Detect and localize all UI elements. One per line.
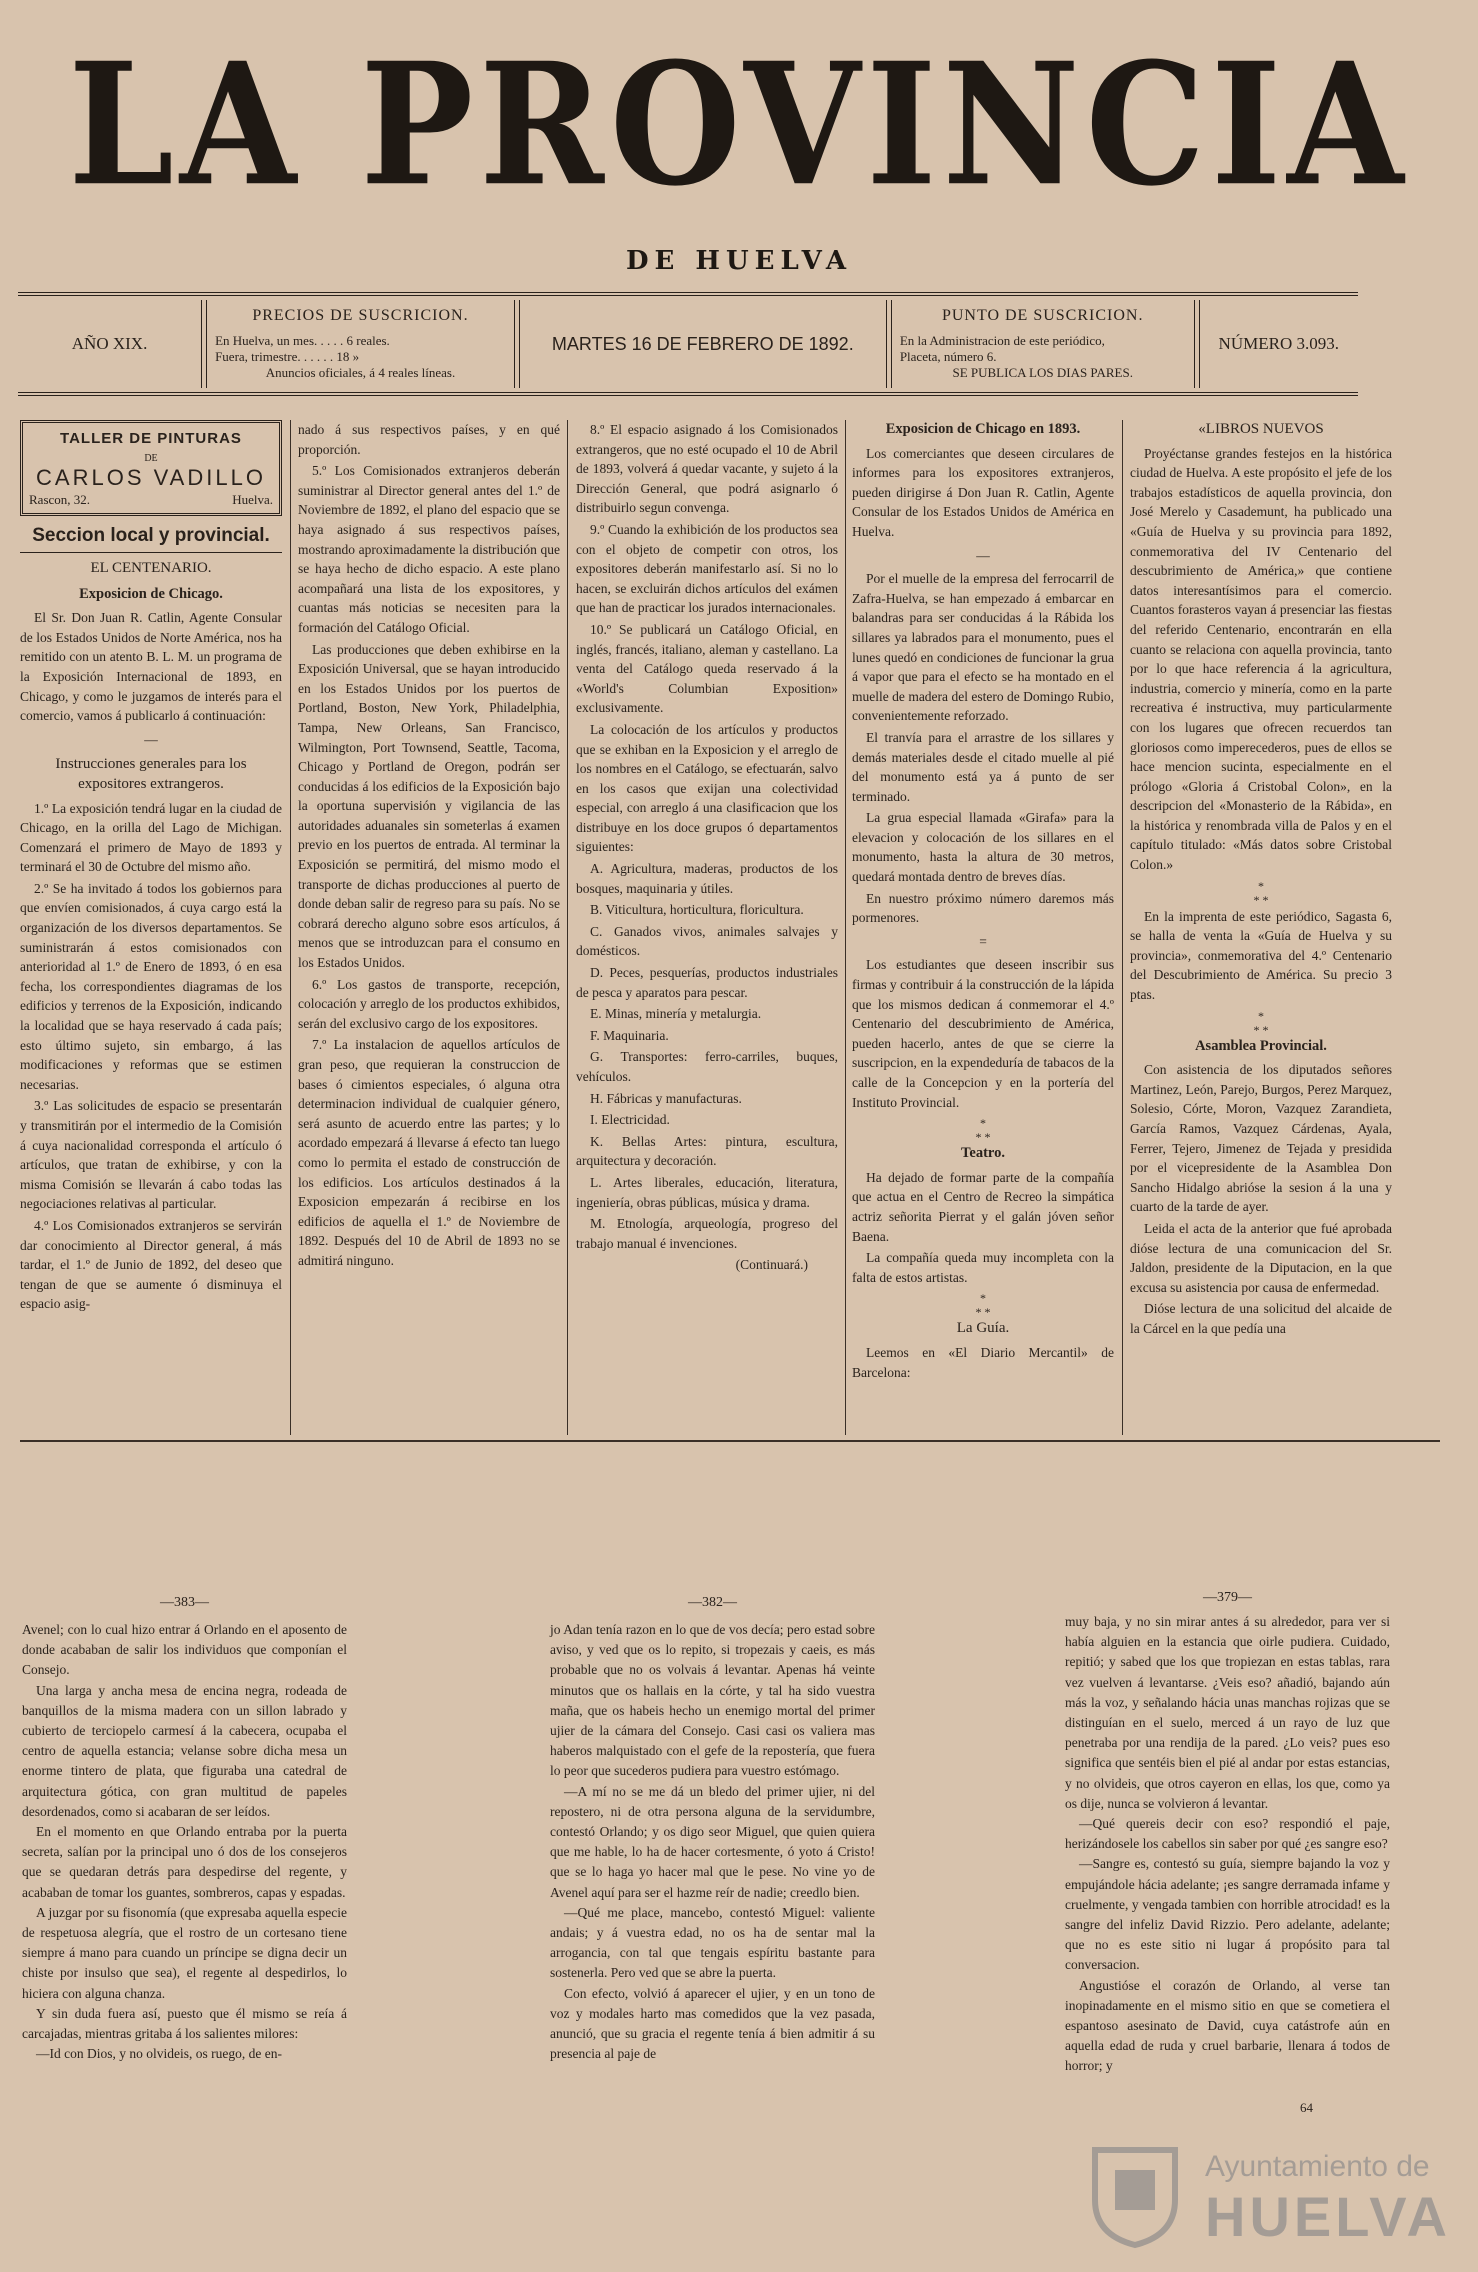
prices-cell — [207, 296, 514, 392]
section-title: Seccion local y provincial. — [20, 526, 282, 553]
article-title: Exposicion de Chicago en 1893. — [885, 421, 1081, 437]
paragraph: Angustióse el corazón de Orlando, al verse tan inopinadamente en el mismo sitio en que se cometiera el espantoso asesinato de David, cuya catástrofe aún en aquella edad de ruda y cruel barbarie, llenara á todos de horror; y — [1065, 1977, 1390, 2074]
paragraph: 3.º Las solicitudes de espacio se presentarán y transmitirán por el intermedio de la Comisión á cuya nacionalidad corresponda el artículo ó artículos, que tratan de exhibirse, y con la misma Comisión se llevarán á cabo todas las negociaciones relativas al particular. — [20, 1098, 282, 1212]
paragraph: En la imprenta de este periódico, Sagasta 6, se halla de venta la «Guía de Huelva y su provincia», conmemorativa del 4.º Centenario del Descubrimiento de América. Su precio 3 ptas. — [1130, 908, 1392, 1003]
list-item: E. Minas, minería y metalurgia. — [590, 1006, 762, 1022]
list-item: G. Transportes: ferro-carriles, buques, vehículos. — [576, 1049, 838, 1084]
paragraph: En nuestro próximo número daremos más pormenores. — [852, 890, 1114, 926]
issue-date: MARTES 16 DE FEBRERO DE 1892. — [551, 333, 854, 354]
column-1 — [20, 420, 282, 1316]
price-line: En Huelva, un mes. . . . . 6 reales. — [215, 333, 390, 348]
subscription-line: En la Administracion de este periódico, — [899, 333, 1105, 348]
paragraph: La compañía queda muy incompleta con la falta de estos artistas. — [852, 1250, 1114, 1285]
paragraph: Leemos en «El Diario Mercantil» de Barcelona: — [852, 1344, 1114, 1380]
newspaper-subtitle: DE HUELVA — [626, 246, 852, 276]
continued-note: (Continuará.) — [735, 1257, 808, 1273]
asterism: * * * — [975, 1116, 991, 1145]
paragraph: —Id con Dios, y no olvideis, os ruego, de en- — [36, 2046, 282, 2062]
list-item: C. Ganados vivos, animales salvajes y domésticos. — [576, 923, 838, 959]
paragraph: jo Adan tenía razon en lo que de vos decía; pero estad sobre aviso, y ved que os lo repito, si tropezais y caeis, es más probable que no os volvais á levantar. Apenas há veinte minutos que os hallais en la córte, y tal ha sido vuestra maña, que os habeis hecho un enemigo mortal del primer ujier de la cámara del Consejo. Casi casi os valiera mas haberos malquistado con el gefe de la repostería, que fuera lo peor que sucederos pudiera para vuestro estómago. — [550, 1622, 875, 1779]
paragraph: Avenel; con lo cual hizo entrar á Orlando en el aposento de donde acababan de salir los individuos que componían el Consejo. — [22, 1622, 347, 1678]
ad-address-row — [29, 490, 273, 510]
list-item: F. Maquinaria. — [590, 1027, 669, 1043]
paragraph: Proyéctanse grandes festejos en la histórica ciudad de Huelva. A este propósito el jefe de los trabajos estadísticos de aquella provincia, don José Merelo y Casademunt, ha publicado una «Guía de Huelva y su provincia para 1892, conmemorativa del IV Centenario del descubrimiento de América,» que contiene datos interesantísimos para el comercio. Cuantos forasteros vayan á presenciar las fiestas del referido Centenario, encontrarán en ella cuanto se relaciona con aquella provincia, tanto por lo que hace referencia á la agricultura, industria, comercio y minería, como en la parte recreativa é instructiva, muy particularmente con los lugares que ofrecen recuerdos tan gloriosos como imperecederos, pues de ellos se hace mencion sucinta, especialmente en el prólogo «Gloria á Cristobal Colon», en la descripcion del «Monasterio de la Rábida», en la histórica y renombrada villa de Palos y en el capítulo titulado: «Más datos sobre Cristobal Colon.» — [1130, 445, 1392, 873]
paragraph: Leida el acta de la anterior que fué aprobada dióse lectura de una comunicacion del Sr. Jaldon, presidente de la Diputacion, en la que excusa su asistencia por causa de enfermedad. — [1130, 1220, 1392, 1295]
separator: — — [144, 731, 158, 747]
paragraph: La grua especial llamada «Girafa» para la elevacion y colocación de los sillares en el monumento, hasta la altura de 30 metros, quedará montada dentro de breves días. — [852, 810, 1114, 885]
year-label: AÑO XIX. — [71, 334, 148, 353]
list-item: D. Peces, pesquerías, productos industriales de pesca y aparatos para pescar. — [576, 965, 838, 1000]
column-rule — [845, 420, 846, 1435]
paragraph: La colocación de los artículos y productos que se exhiban en la Exposicion y el arreglo de los nombres en el Catálogo, se efectuarán, salvo en los casos que exijan una colectividad especial, con arreglo á una clasificacion que los distribuye en los doce grupos ó departamentos siguientes: — [576, 721, 838, 855]
paragraph: Con asistencia de los diputados señores Martinez, León, Parejo, Burgos, Perez Marquez, Solesio, Córte, Moron, Vazquez Zarandieta, García Ramos, Vazquez Cárdenas, Ayala, Ferrer, Tejero, Jimenez de Tejada y presidida por el vicepresidente de la Asamblea Don Sancho Hidalgo abrióse la sesion á la una y cuarto de la tarde de ayer. — [1130, 1062, 1392, 1215]
paragraph: Las producciones que deben exhibirse en la Exposición Universal, que se hayan introducido en los Estados Unidos por los puertos de Portland, Boston, New York, Philadelphia, Tampa, New Orleans, San Francisco, Wilmington, Port Townsend, Seattle, Tacoma, Chicago y Portland de Oregon, podrán ser conducidas á los edificios de la Exposición bajo la oportuna supervisión y vigilancia de las autoridades aduanales sin someterlas á examen previo en los puertos de entrada. Al terminar la Exposición se permitirá, del mismo modo el transporte de dichas producciones al puerto de donde deban salir de regreso para su país. No se cobrará derecho alguno sobre esos artículos, á menos que se introduzcan para el consumo en los Estados Unidos. — [298, 641, 560, 971]
issue-number-cell — [1200, 296, 1358, 392]
advertisement-box — [20, 420, 282, 516]
info-bar — [18, 292, 1358, 396]
paragraph: 1.º La exposición tendrá lugar en la ciudad de Chicago, en la orilla del Lago de Michigan. Comenzará el primero de Mayo de 1893 y terminará el 30 de Octubre del mismo año. — [20, 800, 282, 875]
ad-address: Rascon, 32. — [29, 491, 91, 507]
paragraph: Y sin duda fuera así, puesto que él mismo se reía á carcajadas, mientras gritaba á los salientes milores: — [22, 2005, 347, 2042]
article-title: EL CENTENARIO. — [90, 559, 212, 576]
ad-de: DE — [144, 452, 158, 464]
column-rule — [1122, 420, 1123, 1435]
paragraph: 5.º Los Comisionados extranjeros deberán suministrar al Director general antes del 1.º de Noviembre de 1892, el plano del espacio que se haya asignado á sus respectivos países, mostrando aproximadamente la distribución que se haya hecho de dicho espacio. A este plano acompañará una lista de los expositores, y cuantas más noticias se necesiten para la formación del Catálogo Oficial. — [298, 463, 560, 635]
paragraph: En el momento en que Orlando entraba por la puerta secreta, salían por la principal uno ó dos de los consejeros que se quedaran detrás para despedirse del regente, y acababan de tomar los guantes, sombreros, capas y espadas. — [22, 1824, 347, 1900]
folletin-column-middle — [550, 1620, 875, 2064]
paragraph: 10.º Se publicará un Catálogo Oficial, en inglés, francés, italiano, aleman y castellano. La venta del Catálogo queda reservado á la «World's Columbian Exposition» exclusivamente. — [576, 621, 838, 716]
price-line: Anuncios oficiales, á 4 reales líneas. — [265, 365, 456, 380]
coat-of-arms-icon — [1080, 2140, 1190, 2250]
subscription-line: Placeta, número 6. — [899, 349, 997, 364]
date-cell — [520, 296, 886, 392]
paragraph: Ha dejado de formar parte de la compañía que actua en el Centro de Recreo la simpática actriz señorita Pierrat y el galán jóven señor Baena. — [852, 1169, 1114, 1244]
subscription-point-title: PUNTO DE SUSCRICION. — [941, 307, 1144, 324]
paragraph: Dióse lectura de una solicitud del alcaide de la Cárcel en la que pedía una — [1130, 1301, 1392, 1336]
article-title: Teatro. — [961, 1145, 1005, 1162]
newspaper-title: LA PROVINCIA — [68, 26, 1410, 224]
asterism: * * * — [1253, 1008, 1269, 1037]
paragraph: 8.º El espacio asignado á los Comisionados extrangeros, que no esté ocupado el 10 de Abril de 1893, volverá á quedar vacante, y sujeto á la Dirección General, que podrá asignarlo ó distribuirlo segun convenga. — [576, 422, 838, 516]
paragraph: Con efecto, volvió á aparecer el ujier, y en un tono de voz y modales harto mas comedidos que la vez pasada, anunció, que su gracia el regente tenía á bien admitir á su presencia al paje de — [550, 1985, 875, 2062]
paragraph: 2.º Se ha invitado á todos los gobiernos para que envíen comisionados, á cuya cargo está la organización de los diversos departamentos. Se suministrarán á estos comisionados con anterioridad al 1.º de Enero de 1893, ó en esa fecha, los correspondientes diagramas de los edificios y terrenos de la Exposición, indicando la localidad que se haya reservado á cada país; esto último sujeto, sin embargo, á las modificaciones y reformas que se estimen necesarias. — [20, 880, 282, 1092]
ad-heading: TALLER DE PINTURAS — [60, 430, 242, 447]
price-line: Fuera, trimestre. . . . . . 18 » — [215, 349, 360, 364]
paragraph: Por el muelle de la empresa del ferrocarril de Zafra-Huelva, se han empezado á embarcar en balandras para ser conducidas á la Rábida los sillares ya labrados para el monumento, pues el lunes quedó en condiciones de funcionar la grua á vapor que para el efecto se ha montado en el muelle de madera del estero de Domingo Rubio, convenientemente reforzado. — [852, 571, 1114, 724]
column-rule — [567, 420, 568, 1435]
folletin-page-number: —379— — [1203, 1590, 1252, 1605]
sheet-number: 64 — [1300, 2100, 1313, 2115]
paragraph: 7.º La instalacion de aquellos artículos de gran peso, que requieran la construccion de bases ó cimientos especiales, ó alguna otra determinacion individual de cualquier género, será asunto de acuerdo entre las partes; y lo acordado empezará á llevarse á efecto tan luego como lo permita el estado de construcción de los edificios. Los artículos destinados á la Exposicion empezarán á recibirse en los edificios de aquella el 1.º de Noviembre de 1892. Después del 10 de Abril de 1893 no se admitirá ninguno. — [298, 1037, 560, 1268]
article-title: «LIBROS NUEVOS — [1198, 421, 1324, 437]
archive-watermark — [1080, 2140, 1450, 2250]
article-subtitle: Instrucciones generales para los expositores extrangeros. — [55, 756, 247, 792]
separator: = — [979, 933, 987, 949]
folletin-page-number: —382— — [688, 1595, 737, 1610]
issue-number: NÚMERO 3.093. — [1218, 334, 1339, 353]
paragraph: —Sangre es, contestó su guía, siempre bajando la voz y empujándole hácia adelante; ¡es sangre derramada infame y cruelmente, y vengada tambien con horrible atrocidad! es la sangre del infeliz David Rizzio. Pero adelante, adelante; que no es este sitio ni lugar á propósito para tal conversacion. — [1065, 1856, 1390, 1973]
prices-title: PRECIOS DE SUSCRICION. — [252, 307, 469, 324]
folletin-page-number: —383— — [160, 1595, 209, 1610]
paragraph: El Sr. Don Juan R. Catlin, Agente Consular de los Estados Unidos de Norte América, nos ha remitido con un atento B. L. M. un programa de la Exposición Internacional de 1893, en Chicago, y como le juzgamos de interés para el comercio, vamos á publicarlo á continuación: — [20, 610, 282, 724]
page-divider — [20, 1440, 1440, 1442]
list-item: I. Electricidad. — [590, 1112, 670, 1128]
list-item: H. Fábricas y manufacturas. — [590, 1090, 742, 1106]
column-5 — [1130, 420, 1392, 1341]
asterism: * * * — [975, 1291, 991, 1320]
paragraph: nado á sus respectivos países, y en qué proporción. — [298, 422, 560, 457]
paragraph: muy baja, y no sin mirar antes á su alrededor, para ver si había alguien en la estancia que oirle pudiera. Cuidado, repitió; y sabed que los que tropiezan en estas tablas, rara vez vuelven á levantarse. ¿Veis eso? añadió, bajando aún más la voz, y señalando hácia unas manchas rojizas que se distinguían en el suelo, merced á un rayo de luz que penetraba por una rendija de la pared. ¿Lo veis? pues eso significa que sentéis bien el pié al andar por estas estancias, y no olvideis, que otros cayeron en ellas, los que, como ya os dije, nunca se volvieron á levantar. — [1065, 1614, 1390, 1811]
paragraph: El tranvía para el arrastre de los sillares y demás materiales desde el citado muelle al pié del monumento está ya á punto de ser terminado. — [852, 729, 1114, 804]
paragraph: 6.º Los gastos de transporte, recepción, colocación y arreglo de los productos exhibidos, serán del exclusivo cargo de los expositores. — [298, 976, 560, 1031]
list-item: B. Viticultura, horticultura, floricultura. — [590, 902, 804, 918]
folletin-column-left — [22, 1620, 347, 2064]
list-item: K. Bellas Artes: pintura, escultura, arquitectura y decoración. — [576, 1133, 838, 1169]
paragraph: Los estudiantes que deseen inscribir sus firmas y contribuir á la construcción de la lápida que los mismos dedican á conmemorar el 4.º Centenario del descubrimiento de América, pueden hacerlo, antes de que se cierre la suscripcion, en la expendeduría de tabacos de la calle de la Concepcion y en la portería del Instituto Provincial. — [852, 957, 1114, 1110]
column-rule — [290, 420, 291, 1435]
publication-days: SE PUBLICA LOS DIAS PARES. — [952, 365, 1133, 380]
column-3 — [576, 420, 838, 1277]
list-item: A. Agricultura, maderas, productos de los bosques, maquinaria y útiles. — [576, 861, 838, 896]
paragraph: 9.º Cuando la exhibición de los productos sea con el objeto de competir con otros, los expositores deberán manifestarlo así. Si no lo hacen, se excluirán dichos artículos del exámen que han de practicar los jurados internacionales. — [576, 521, 838, 616]
article-subtitle: Exposicion de Chicago. — [79, 585, 223, 602]
paragraph: —Qué quereis decir con eso? respondió el paje, herizándosele los cabellos sin saber por qué ¿es sangre eso? — [1065, 1816, 1390, 1852]
paragraph: Los comerciantes que deseen circulares de informes para los expositores extranjeros, pueden dirigirse á Don Juan R. Catlin, Agente Consular de los Estados Unidos de América en Huelva. — [852, 445, 1114, 539]
article-title: La Guía. — [956, 1320, 1010, 1337]
list-item: L. Artes liberales, educación, literatura, ingeniería, obras públicas, música y drama. — [576, 1174, 838, 1210]
list-item: M. Etnología, arqueología, progreso del trabajo manual é invenciones. — [576, 1216, 838, 1251]
masthead — [0, 26, 1478, 276]
watermark-text: HUELVA — [1205, 2185, 1451, 2248]
watermark-text: Ayuntamiento de — [1205, 2150, 1430, 2183]
paragraph: —Qué me place, mancebo, contestó Miguel: valiente andais; y á vuestra edad, no os ha de sentar mal la arrogancia, con tal que tengais espíritu bastante para sostenerla. Pero ved que se abre la puerta. — [550, 1904, 875, 1981]
column-4 — [852, 420, 1114, 1384]
asterism: * * * — [1253, 878, 1269, 907]
column-2 — [298, 420, 560, 1273]
paragraph: Una larga y ancha mesa de encina negra, rodeada de banquillos de la misma madera con un sillon labrado y cubierto de terciopelo carmesí á la cabecera, ocupaba el centro de aquella estancia; velanse sobre dicha mesa un enorme tintero de plata, que figuraba una catedral de arquitectura gótica, con gran multitud de papeles desordenados, como si acabaran de ser leídos. — [22, 1682, 347, 1819]
paragraph: 4.º Los Comisionados extranjeros se servirán dar conocimiento al Director general, á más tardar, el 1.º de Junio de 1892, del deseo que tengan de que se aumente ó disminuya el espacio asig- — [20, 1217, 282, 1312]
subscription-point-cell — [892, 296, 1194, 392]
paragraph: A juzgar por su fisonomía (que expresaba aquella especie de respetuosa alegría, que el rostro de un cortesano tiene siempre á mano para cuando un príncipe se digna decir un chiste por insulso que sea), el regente al despedirlos, lo hiciera con alguna chanza. — [22, 1904, 347, 2001]
article-title: Asamblea Provincial. — [1195, 1037, 1327, 1054]
ad-name: CARLOS VADILLO — [36, 465, 266, 491]
year-cell — [18, 296, 201, 392]
ad-city: Huelva. — [232, 491, 273, 507]
folletin-column-right — [1065, 1612, 1390, 2077]
paragraph: —A mí no se me dá un bledo del primer ujier, ni del repostero, ni de otra persona alguna de la servidumbre, contestó Orlando; y os digo seor Miguel, que quien quiera que me hable, lo ha de hacer cortesmente, ó yoto á Cristo! que se lo haga yo hacer mal que le pese. No vine yo de Avenel aquí para ser el hazme reír de nadie; creedlo bien. — [550, 1783, 875, 1900]
separator: — — [976, 547, 990, 563]
